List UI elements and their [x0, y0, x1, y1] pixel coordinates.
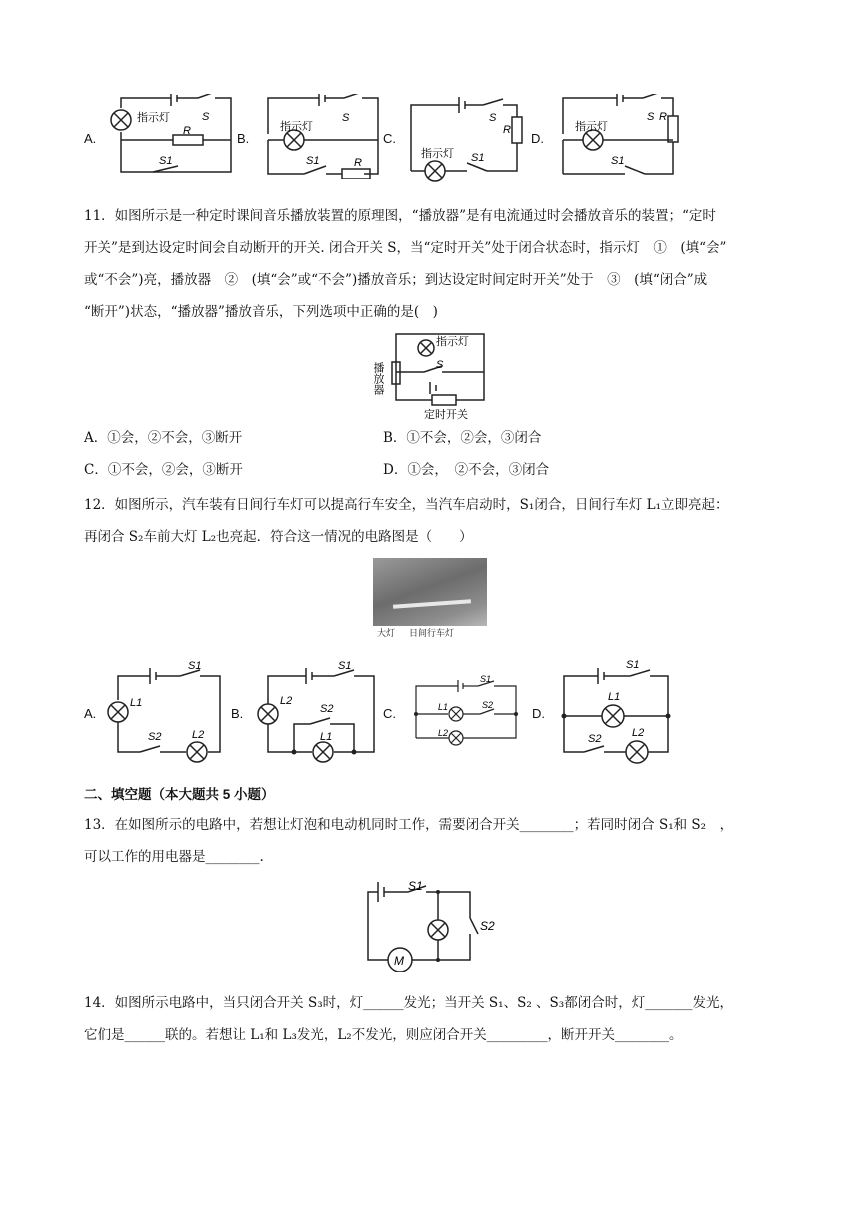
label-l2: L2 — [280, 695, 293, 707]
label-s: S — [436, 359, 444, 371]
section-title: 二、填空题（本大题共 5 小题） — [84, 787, 275, 802]
q10-option-d: D. — [531, 131, 544, 146]
label-player: 播放器 — [372, 362, 384, 395]
label-s1: S1 — [188, 660, 202, 672]
label-s1: S1 — [611, 155, 625, 167]
label-s1: S1 — [408, 879, 423, 893]
q10-circuit-c — [407, 91, 527, 183]
label-l2: L2 — [438, 728, 449, 738]
label-s2: S2 — [148, 731, 162, 743]
label-indicator: 指示灯 — [280, 121, 313, 133]
q10-circuit-a — [103, 94, 233, 179]
label-l2: L2 — [632, 727, 645, 739]
q12-option-a: A. — [84, 706, 97, 721]
q12-circuit-d — [556, 656, 676, 770]
label-s1: S1 — [471, 152, 485, 164]
q13-line-1: 13．在如图所示的电路中，若想让灯泡和电动机同时工作，需要闭合开关________；若同时闭合 S₁和 S₂ ， — [84, 817, 734, 833]
label-l1: L1 — [130, 697, 143, 709]
q12-circuit-c — [408, 672, 524, 756]
car-headlight-photo — [373, 558, 487, 640]
q10-option-b: B. — [237, 131, 250, 146]
label-indicator: 指示灯 — [575, 121, 608, 133]
label-timer: 定时开关 — [424, 409, 468, 420]
q12-option-d: D. — [532, 706, 545, 721]
label-s1: S1 — [306, 155, 320, 167]
q10-option-a: A. — [84, 131, 97, 146]
label-s1: S1 — [626, 659, 640, 671]
q11-option-c: C．①不会，②会，③断开 — [84, 462, 243, 478]
q14-line-2: 它们是______联的。若想让 L₁和 L₃发光，L₂不发光，则应闭合开关_________，断开开关________。 — [84, 1027, 683, 1043]
q10-circuit-b — [264, 94, 384, 179]
q12-option-b: B. — [231, 706, 244, 721]
label-indicator: 指示灯 — [421, 148, 454, 160]
label-s2: S2 — [588, 733, 602, 745]
label-s: S — [647, 111, 655, 123]
label-r: R — [659, 111, 667, 123]
q12-line-2: 再闭合 S₂车前大灯 L₂也亮起．符合这一情况的电路图是（ ） — [84, 529, 473, 545]
q11-option-d: D．①会， ②不会，③闭合 — [383, 462, 550, 478]
q12-option-c: C. — [383, 706, 396, 721]
label-l1: L1 — [320, 731, 333, 743]
label-r: R — [503, 124, 511, 136]
q11-line-4: “断开”)状态，“播放器”播放音乐，下列选项中正确的是( ) — [84, 304, 438, 320]
q11-option-b: B．①不会，②会，③闭合 — [383, 430, 542, 446]
label-s1: S1 — [159, 155, 173, 167]
label-r: R — [354, 157, 362, 169]
q11-circuit — [372, 328, 502, 420]
q11-option-a: A．①会，②不会，③断开 — [84, 430, 243, 446]
photo-label-headlight: 大灯 — [377, 628, 396, 638]
label-s1: S1 — [338, 660, 352, 672]
label-s2: S2 — [320, 703, 334, 715]
label-s1: S1 — [480, 674, 492, 684]
label-motor: M — [394, 954, 404, 968]
q12-circuit-a — [104, 660, 226, 768]
q13-line-2: 可以工作的用电器是________. — [84, 849, 264, 865]
label-l2: L2 — [192, 729, 205, 741]
label-s2: S2 — [482, 700, 494, 710]
label-indicator: 指示灯 — [436, 336, 469, 348]
q10-option-c: C. — [383, 131, 396, 146]
label-s: S — [342, 112, 350, 124]
label-indicator: 指示灯 — [137, 112, 170, 124]
q14-line-1: 14．如图所示电路中，当只闭合开关 S₃时，灯______发光；当开关 S₁、S₂ 、S₃都闭合时，灯_______发光， — [84, 995, 733, 1011]
photo-label-daytime-light: 日间行车灯 — [409, 628, 455, 638]
label-l1: L1 — [438, 702, 449, 712]
q12-line-1: 12．如图所示，汽车装有日间行车灯可以提高行车安全，当汽车启动时，S₁闭合，日间行车灯 L₁立即亮起： — [84, 497, 729, 513]
label-s2: S2 — [480, 919, 495, 933]
label-s: S — [489, 112, 497, 124]
q11-line-2: 开关”是到达设定时间会自动断开的开关. 闭合开关 S，当“定时开关”处于闭合状态时，指示灯 ① (填“会” — [84, 240, 727, 256]
q13-circuit — [364, 878, 504, 972]
label-s: S — [202, 111, 210, 123]
q12-circuit-b — [254, 658, 380, 768]
q10-circuit-d — [555, 94, 685, 179]
label-r: R — [183, 125, 191, 137]
label-l1: L1 — [608, 691, 621, 703]
q11-line-3: 或“不会”)亮，播放器 ② (填“会”或“不会”)播放音乐；到达设定时间定时开关”处于 ③ (填“闭合”成 — [84, 272, 708, 288]
q11-line-1: 11．如图所示是一种定时课间音乐播放装置的原理图，“播放器”是有电流通过时会播放音乐的装置；“定时 — [84, 208, 716, 224]
